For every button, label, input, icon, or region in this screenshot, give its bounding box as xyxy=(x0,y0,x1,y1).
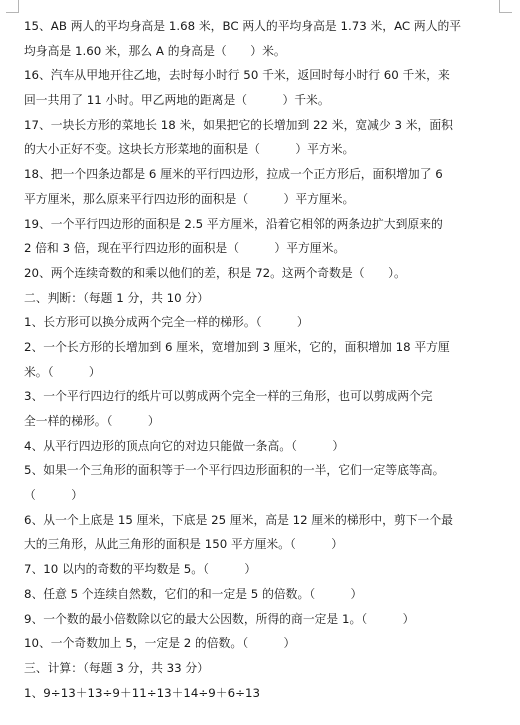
question-16-line-1: 16、汽车从甲地开往乙地，去时每小时行 50 千米，返回时每小时行 60 千米，来 xyxy=(24,68,450,83)
judgment-9-line: 9、一个数的最小倍数除以它的最大公因数，所得的商一定是 1。（ ） xyxy=(24,611,415,626)
question-18-line-1: 18、把一个四条边都是 6 厘米的平行四边形，拉成一个正方形后，面积增加了 6 xyxy=(24,167,443,182)
question-15-line-2: 均身高是 1.60 米，那么 A 的身高是（ ）米。 xyxy=(24,43,286,58)
judgment-4-line: 4、从平行四边形的顶点向它的对边只能做一条高。（ ） xyxy=(24,438,345,453)
question-19-line-1: 19、一个平行四边形的面积是 2.5 平方厘米，沿着它相邻的两条边扩大到原来的 xyxy=(24,216,443,231)
page-corner-mark-left xyxy=(6,0,19,13)
judgment-3-line-1: 3、一个平行四边行的纸片可以剪成两个完全一样的三角形，也可以剪成两个完 xyxy=(24,389,433,404)
document-body xyxy=(24,14,498,705)
page-corner-mark-right xyxy=(499,0,512,13)
question-17-line-1: 17、一块长方形的菜地长 18 米，如果把它的长增加到 22 米，宽减少 3 米，面积 xyxy=(24,117,453,132)
question-16-line-2: 回一共用了 11 小时。甲乙两地的距离是（ ）千米。 xyxy=(24,93,330,108)
judgment-10-line: 10、一个奇数加上 5，一定是 2 的倍数。（ ） xyxy=(24,636,296,651)
judgment-6-line-2: 大的三角形，从此三角形的面积是 150 平方厘米。（ ） xyxy=(24,537,344,552)
judgment-8-line: 8、任意 5 个连续自然数，它们的和一定是 5 的倍数。（ ） xyxy=(24,586,363,601)
calculation-1-line: 1、9÷13＋13÷9＋11÷13＋14÷9＋6÷13 xyxy=(24,685,261,700)
judgment-6-line-1: 6、从一个上底是 15 厘米，下底是 25 厘米，高是 12 厘米的梯形中，剪下一个最 xyxy=(24,512,453,527)
judgment-5-line-2: （ ） xyxy=(24,488,83,503)
judgment-5-line-1: 5、如果一个三角形的面积等于一个平行四边形面积的一半，它们一定等底等高。 xyxy=(24,463,445,478)
judgment-1-line: 1、长方形可以换分成两个完全一样的梯形。（ ） xyxy=(24,315,309,330)
section-calculation-heading: 三、计算：（每题 3 分，共 33 分） xyxy=(24,660,209,675)
question-20-line: 20、两个连续奇数的和乘以他们的差，积是 72。这两个奇数是（ ）。 xyxy=(24,265,406,280)
judgment-2-line-1: 2、一个长方形的长增加到 6 厘米，宽增加到 3 厘米，它的，面积增加 18 平方厘 xyxy=(24,339,450,354)
judgment-2-line-2: 米。（ ） xyxy=(24,364,101,379)
question-17-line-2: 的大小正好不变。这块长方形菜地的面积是（ ）平方米。 xyxy=(24,142,355,157)
judgment-3-line-2: 全一样的梯形。（ ） xyxy=(24,414,160,428)
section-judgment-heading: 二、判断：（每题 1 分，共 10 分） xyxy=(24,290,209,305)
question-18-line-2: 平方厘米，那么原来平行四边形的面积是（ ）平方厘米。 xyxy=(24,191,355,206)
question-15-line-1: 15、AB 两人的平均身高是 1.68 米，BC 两人的平均身高是 1.73 米，AC 两人的平 xyxy=(24,19,462,33)
judgment-7-line: 7、10 以内的奇数的平均数是 5。（ ） xyxy=(24,562,257,577)
question-19-line-2: 2 倍和 3 倍，现在平行四边形的面积是（ ）平方厘米。 xyxy=(24,241,346,256)
